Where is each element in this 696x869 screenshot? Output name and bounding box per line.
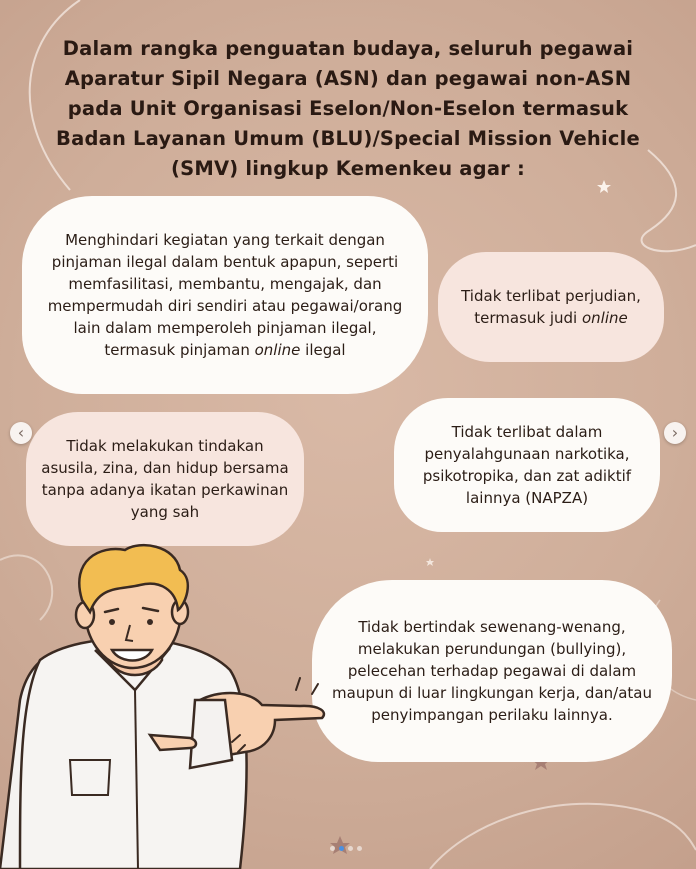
pagination-dot[interactable] [348, 846, 353, 851]
bubble-text: Tidak bertindak sewenang-wenang, melakukan perundungan (bullying), pelecehan terhadap pegawai di dalam maupun di luar lingkungan kerja, dan/atau penyimpangan perilaku lainnya. [332, 618, 652, 724]
chevron-left-icon[interactable]: ‹ [10, 422, 32, 444]
bubble-text: Tidak terlibat perjudian, termasuk judi online [461, 287, 641, 327]
bubble-text: Tidak melakukan tindakan asusila, zina, dan hidup bersama tanpa adanya ikatan perkawinan yang sah [41, 437, 289, 521]
pagination-dot[interactable] [357, 846, 362, 851]
bubble-text: Tidak terlibat dalam penyalahgunaan narkotika, psikotropika, dan zat adiktif lainnya (NAPZA) [422, 423, 632, 507]
pagination-dot[interactable] [330, 846, 335, 851]
bubble-text: Menghindari kegiatan yang terkait dengan pinjaman ilegal dalam bentuk apapun, seperti memfasilitasi, membantu, mengajak, dan mempermudah diri sendiri atau pegawai/orang lain dalam memperoleh pinjaman ilegal, termasuk pinjaman online ilegal [47, 231, 403, 359]
carousel-pagination [330, 846, 362, 851]
pagination-dot[interactable] [339, 846, 344, 851]
chevron-right-icon[interactable]: › [664, 422, 686, 444]
slide-title: Dalam rangka penguatan budaya, seluruh pegawai Aparatur Sipil Negara (ASN) dan pegawai non-ASN pada Unit Organisasi Eselon/Non-Eselon termasuk Badan Layanan Umum (BLU)/Special Mission Vehicle (SMV) lingkup Kemenkeu agar : [56, 37, 640, 180]
